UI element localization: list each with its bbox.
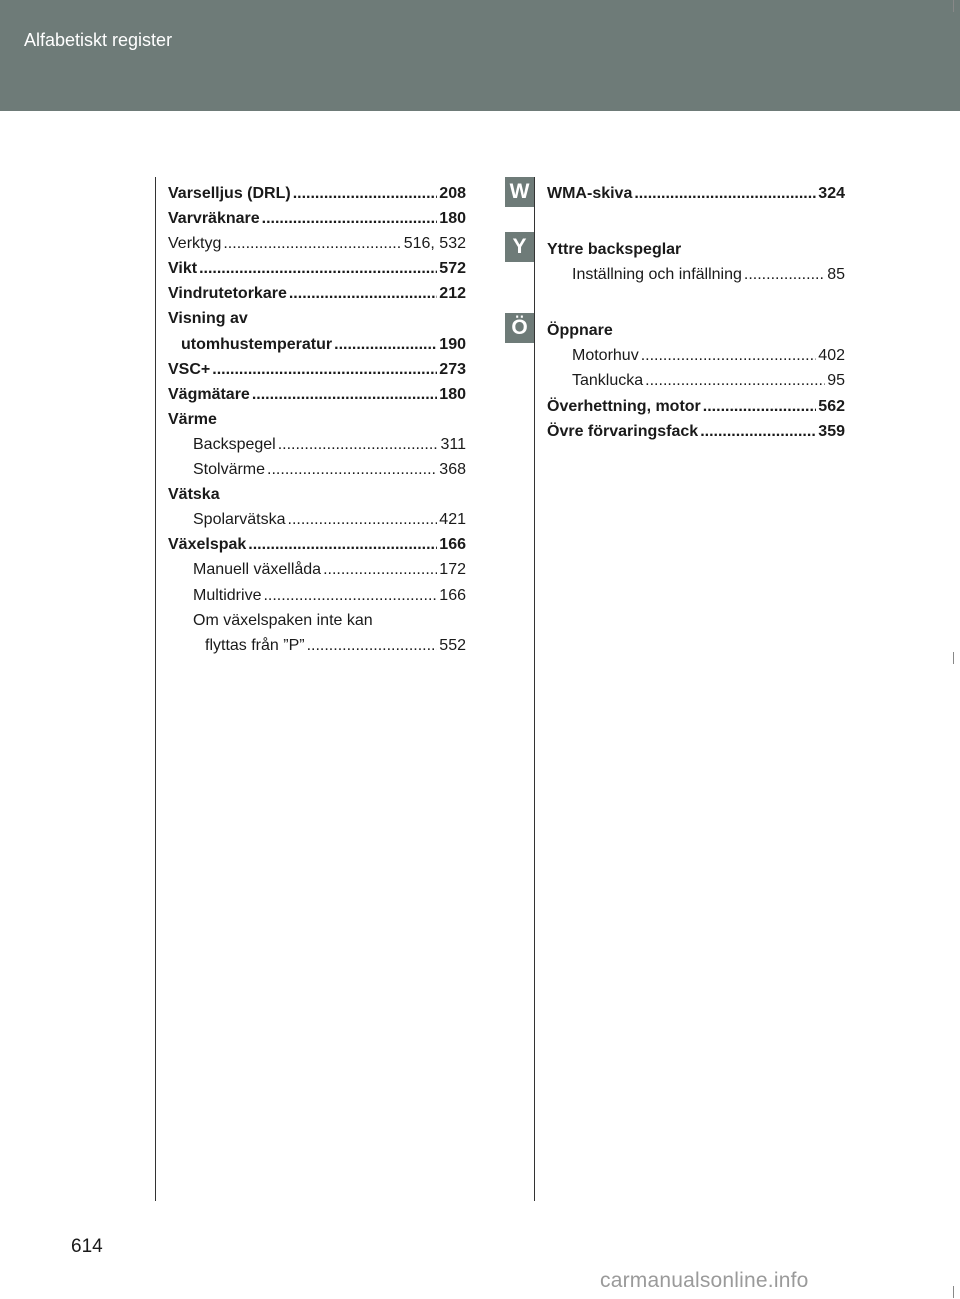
- index-page-ref: 311: [440, 435, 466, 453]
- index-entry: [168, 181, 466, 206]
- index-entry: [547, 262, 845, 287]
- dot-leader: [645, 368, 825, 393]
- index-entry: [168, 532, 466, 557]
- index-page-ref: 324: [818, 185, 845, 202]
- index-entry: [168, 256, 466, 281]
- index-entry: [547, 343, 845, 368]
- index-entry: [168, 482, 466, 507]
- page-number: 614: [71, 1236, 103, 1257]
- index-entry: [547, 368, 845, 393]
- index-entry: [168, 583, 466, 608]
- index-page-ref: 166: [439, 536, 466, 554]
- index-page-ref: 190: [439, 335, 466, 353]
- dot-leader: [267, 457, 437, 482]
- index-term: Varvräknare: [168, 210, 260, 228]
- index-page-ref: 85: [827, 266, 845, 284]
- dot-leader: [307, 633, 438, 658]
- letter-section: [547, 318, 845, 443]
- dot-leader: [700, 419, 816, 444]
- index-term: Stolvärme: [193, 461, 266, 479]
- index-term: Yttre backspeglar: [547, 241, 682, 259]
- index-page-ref: 572: [439, 260, 466, 278]
- index-term: Om växelspaken inte kan: [193, 611, 373, 629]
- dot-leader: [323, 557, 437, 582]
- index-entry: [168, 332, 466, 357]
- index-entry: [168, 206, 466, 231]
- dot-leader: [278, 432, 439, 457]
- index-term: Multidrive: [193, 586, 262, 604]
- index-page-ref: 359: [818, 422, 845, 440]
- index-entry: [168, 457, 466, 482]
- index-term: Backspegel: [193, 435, 276, 453]
- letter-section: [547, 237, 845, 287]
- index-page-ref: 552: [439, 636, 466, 654]
- index-term: Vindrutetorkare: [168, 285, 287, 303]
- column-divider-left: [155, 177, 156, 1201]
- watermark: carmanualsonline.info: [600, 1269, 809, 1292]
- index-term: Övre förvaringsfack: [547, 422, 699, 440]
- section-letter-badge: W: [505, 177, 534, 207]
- index-term: Verktyg: [168, 235, 222, 253]
- page-header: [0, 0, 960, 111]
- index-term: flyttas från ”P”: [205, 636, 305, 654]
- dot-leader: [248, 532, 437, 557]
- section-letter-badge: Y: [505, 232, 534, 262]
- index-entry: [547, 318, 845, 343]
- dot-leader: [703, 394, 817, 419]
- dot-leader: [262, 206, 438, 231]
- index-entry: [168, 507, 466, 532]
- index-page-ref: 421: [439, 511, 466, 529]
- index-entry: [168, 633, 466, 658]
- dot-leader: [289, 281, 437, 306]
- index-entry: [547, 394, 845, 419]
- dot-leader: [641, 343, 817, 368]
- index-page-ref: 402: [818, 347, 845, 365]
- index-term: utomhustemperatur: [181, 335, 333, 353]
- index-entry: [547, 181, 845, 206]
- index-entry: [547, 419, 845, 444]
- index-page-ref: 212: [439, 285, 466, 303]
- index-page-ref: 166: [439, 586, 466, 604]
- index-page-ref: 273: [439, 360, 466, 378]
- index-entry: [168, 432, 466, 457]
- section-title: Alfabetiskt register: [24, 30, 173, 50]
- index-entry: [168, 231, 466, 256]
- index-page-ref: 516, 532: [403, 235, 466, 253]
- index-page-ref: 180: [439, 385, 466, 403]
- index-entry: [168, 281, 466, 306]
- index-term: WMA-skiva: [547, 185, 633, 202]
- index-page-ref: 172: [439, 561, 466, 579]
- index-page-ref: 95: [827, 372, 845, 390]
- index-term: Vägmätare: [168, 385, 250, 403]
- index-entry: [168, 407, 466, 432]
- dot-leader: [263, 583, 437, 608]
- dot-leader: [744, 262, 825, 287]
- index-page-ref: 208: [439, 185, 466, 202]
- index-entry: [168, 608, 466, 633]
- index-term: Visning av: [168, 310, 248, 328]
- index-column-left: [168, 181, 466, 658]
- index-column-right: [547, 181, 845, 444]
- index-page-ref: 180: [439, 210, 466, 228]
- letter-section: [547, 181, 845, 206]
- index-term: Överhettning, motor: [547, 397, 701, 415]
- dot-leader: [634, 181, 816, 206]
- crop-mark: [953, 652, 954, 664]
- dot-leader: [252, 382, 437, 407]
- index-term: Varselljus (DRL): [168, 185, 291, 202]
- section-letter-badge: Ö: [505, 313, 534, 343]
- dot-leader: [288, 507, 438, 532]
- crop-mark: [953, 0, 954, 12]
- index-entry: [168, 557, 466, 582]
- index-page-ref: 368: [439, 461, 466, 479]
- dot-leader: [293, 181, 438, 206]
- dot-leader: [223, 231, 401, 256]
- index-term: Manuell växellåda: [193, 561, 322, 579]
- index-term: Tanklucka: [572, 372, 644, 390]
- index-term: VSC+: [168, 360, 211, 378]
- index-term: Växelspak: [168, 536, 247, 554]
- index-term: Inställning och infällning: [572, 266, 742, 284]
- index-entry: [168, 357, 466, 382]
- index-term: Värme: [168, 410, 217, 428]
- dot-leader: [212, 357, 437, 382]
- index-term: Öppnare: [547, 322, 613, 340]
- index-page-ref: 562: [818, 397, 845, 415]
- dot-leader: [334, 332, 437, 357]
- index-term: Spolarvätska: [193, 511, 286, 529]
- index-term: Vätska: [168, 486, 220, 504]
- index-entry: [547, 237, 845, 262]
- index-term: Motorhuv: [572, 347, 639, 365]
- column-divider-middle: [534, 177, 535, 1201]
- index-entry: [168, 382, 466, 407]
- index-term: Vikt: [168, 260, 198, 278]
- index-entry: [168, 306, 466, 331]
- crop-mark: [953, 1286, 954, 1298]
- dot-leader: [199, 256, 437, 281]
